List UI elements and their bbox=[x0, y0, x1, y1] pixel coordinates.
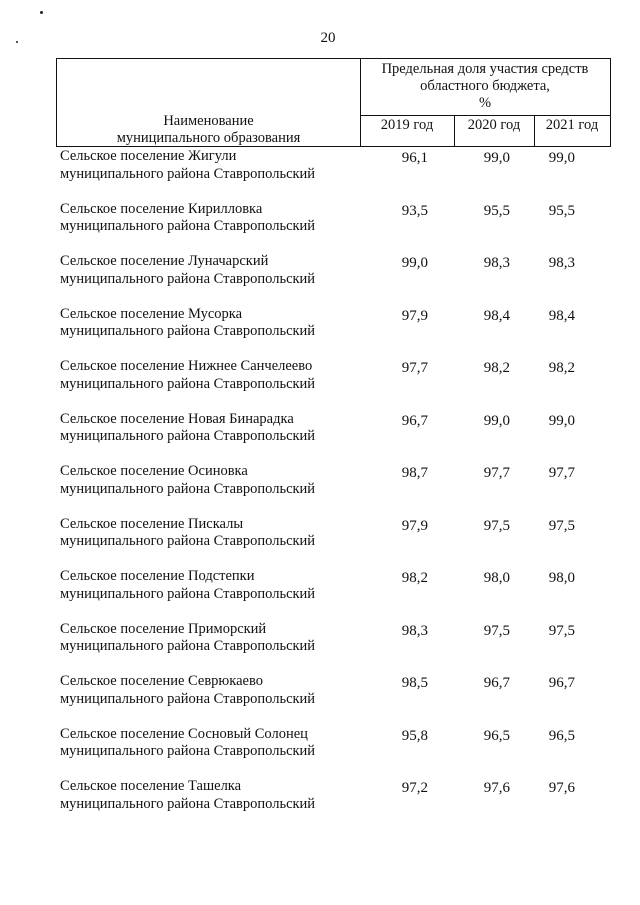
share-value-2020: 97,5 bbox=[483, 517, 510, 534]
share-header-line: % bbox=[478, 95, 492, 111]
settlement-name bbox=[60, 306, 360, 341]
share-value-2019: 97,2 bbox=[401, 780, 428, 796]
table-row bbox=[60, 253, 620, 306]
name-header-line: муниципального образования bbox=[116, 130, 301, 146]
share-value-2021: 97,7 bbox=[548, 465, 575, 481]
table-row bbox=[60, 463, 620, 516]
share-value-2019: 93,5 bbox=[401, 202, 428, 219]
name-column-header bbox=[57, 113, 360, 147]
share-value-2020: 96,5 bbox=[483, 727, 510, 744]
share-value-2021: 97,5 bbox=[548, 517, 575, 534]
settlement-name-line: муниципального района Ставропольский bbox=[60, 690, 316, 707]
share-value-2019: 97,7 bbox=[401, 360, 428, 376]
settlement-name-line: Сельское поселение Новая Бинарадка bbox=[60, 410, 294, 427]
settlement-name-line: Сельское поселение Мусорка bbox=[60, 305, 243, 322]
settlement-name bbox=[60, 148, 360, 183]
table-row bbox=[60, 201, 620, 254]
table-row bbox=[60, 306, 620, 359]
share-value-2021: 99,0 bbox=[548, 412, 575, 429]
table-body bbox=[60, 148, 620, 831]
settlement-name-line: муниципального района Ставропольский bbox=[60, 270, 316, 287]
settlement-name-line: Сельское поселение Приморский bbox=[60, 620, 267, 637]
table-row bbox=[60, 621, 620, 674]
table-row bbox=[60, 673, 620, 726]
settlement-name bbox=[60, 673, 360, 708]
settlement-name-line: муниципального района Ставропольский bbox=[60, 638, 316, 654]
settlement-name bbox=[60, 358, 360, 393]
settlement-name-line: муниципального района Ставропольский bbox=[60, 585, 316, 602]
settlement-name-line: муниципального района Ставропольский bbox=[60, 323, 316, 339]
page-number: 20 bbox=[320, 30, 336, 46]
share-value-2019: 97,9 bbox=[401, 517, 428, 534]
table-row bbox=[60, 726, 620, 779]
table-row bbox=[60, 148, 620, 201]
share-value-2021: 98,2 bbox=[548, 360, 575, 376]
settlement-name-line: Сельское поселение Нижнее Санчелеево bbox=[60, 358, 313, 374]
share-value-2019: 97,9 bbox=[401, 307, 428, 324]
share-value-2019: 96,1 bbox=[401, 150, 428, 166]
share-value-2021: 99,0 bbox=[548, 150, 575, 166]
year-header-2019: 2019 год bbox=[380, 117, 434, 133]
share-value-2019: 98,3 bbox=[401, 622, 428, 639]
settlement-name-line: муниципального района Ставропольский bbox=[60, 165, 316, 182]
table-header bbox=[56, 58, 611, 147]
share-value-2021: 97,5 bbox=[548, 622, 575, 639]
settlement-name-line: муниципального района Ставропольский bbox=[60, 533, 316, 549]
settlement-name-line: Сельское поселение Севрюкаево bbox=[60, 673, 263, 689]
share-value-2019: 98,7 bbox=[401, 465, 428, 481]
settlement-name-line: Сельское поселение Кирилловка bbox=[60, 200, 263, 217]
settlement-name-line: Сельское поселение Подстепки bbox=[60, 568, 255, 584]
share-value-2021: 98,3 bbox=[548, 255, 575, 271]
settlement-name bbox=[60, 516, 360, 551]
table-row bbox=[60, 778, 620, 831]
settlement-name bbox=[60, 411, 360, 446]
settlement-name-line: муниципального района Ставропольский bbox=[60, 795, 316, 812]
name-header-line: Наименование bbox=[163, 113, 254, 129]
settlement-name bbox=[60, 621, 360, 656]
table-row bbox=[60, 358, 620, 411]
settlement-name-line: Сельское поселение Пискалы bbox=[60, 515, 244, 532]
share-value-2021: 97,6 bbox=[548, 780, 575, 796]
settlement-name bbox=[60, 463, 360, 498]
share-value-2020: 97,5 bbox=[483, 622, 510, 639]
share-value-2020: 99,0 bbox=[483, 412, 510, 429]
share-value-2021: 96,7 bbox=[548, 675, 575, 691]
year-header-2021: 2021 год bbox=[545, 117, 599, 133]
header-divider bbox=[360, 115, 610, 116]
settlement-name bbox=[60, 778, 360, 813]
share-value-2020: 95,5 bbox=[483, 202, 510, 219]
share-value-2019: 98,5 bbox=[401, 675, 428, 691]
settlement-name-line: Сельское поселение Ташелка bbox=[60, 778, 242, 794]
settlement-name-line: муниципального района Ставропольский bbox=[60, 480, 316, 497]
settlement-name bbox=[60, 726, 360, 761]
share-value-2020: 99,0 bbox=[483, 150, 510, 166]
settlement-name-line: муниципального района Ставропольский bbox=[60, 375, 316, 392]
settlement-name-line: Сельское поселение Жигули bbox=[60, 148, 237, 164]
share-value-2020: 98,0 bbox=[483, 570, 510, 586]
settlement-name-line: Сельское поселение Осиновка bbox=[60, 463, 248, 479]
share-value-2019: 96,7 bbox=[401, 412, 428, 429]
settlement-name-line: муниципального района Ставропольский bbox=[60, 743, 316, 759]
table-row bbox=[60, 411, 620, 464]
share-value-2019: 98,2 bbox=[401, 570, 428, 586]
share-header-line: областного бюджета, bbox=[420, 78, 550, 94]
share-value-2019: 99,0 bbox=[401, 255, 428, 271]
share-value-2020: 97,6 bbox=[483, 780, 510, 796]
share-value-2020: 98,4 bbox=[483, 307, 510, 324]
settlement-name bbox=[60, 253, 360, 288]
share-column-header bbox=[360, 61, 610, 112]
share-value-2021: 98,0 bbox=[548, 570, 575, 586]
settlement-name-line: муниципального района Ставропольский bbox=[60, 428, 316, 444]
share-header-line: Предельная доля участия средств bbox=[381, 61, 589, 77]
share-value-2021: 98,4 bbox=[548, 307, 575, 324]
table-row bbox=[60, 568, 620, 621]
settlement-name-line: Сельское поселение Сосновый Солонец bbox=[60, 725, 308, 742]
share-value-2020: 97,7 bbox=[483, 465, 510, 481]
scan-speck bbox=[40, 11, 43, 14]
settlement-name-line: муниципального района Ставропольский bbox=[60, 218, 316, 234]
settlement-name-line: Сельское поселение Луначарский bbox=[60, 253, 269, 269]
share-value-2021: 95,5 bbox=[548, 202, 575, 219]
share-value-2019: 95,8 bbox=[401, 727, 428, 744]
table-row bbox=[60, 516, 620, 569]
share-value-2020: 98,2 bbox=[483, 360, 510, 376]
year-header-2020: 2020 год bbox=[467, 117, 521, 133]
settlement-name bbox=[60, 201, 360, 236]
share-value-2020: 96,7 bbox=[483, 675, 510, 691]
settlement-name bbox=[60, 568, 360, 603]
share-value-2020: 98,3 bbox=[483, 255, 510, 271]
share-value-2021: 96,5 bbox=[548, 727, 575, 744]
